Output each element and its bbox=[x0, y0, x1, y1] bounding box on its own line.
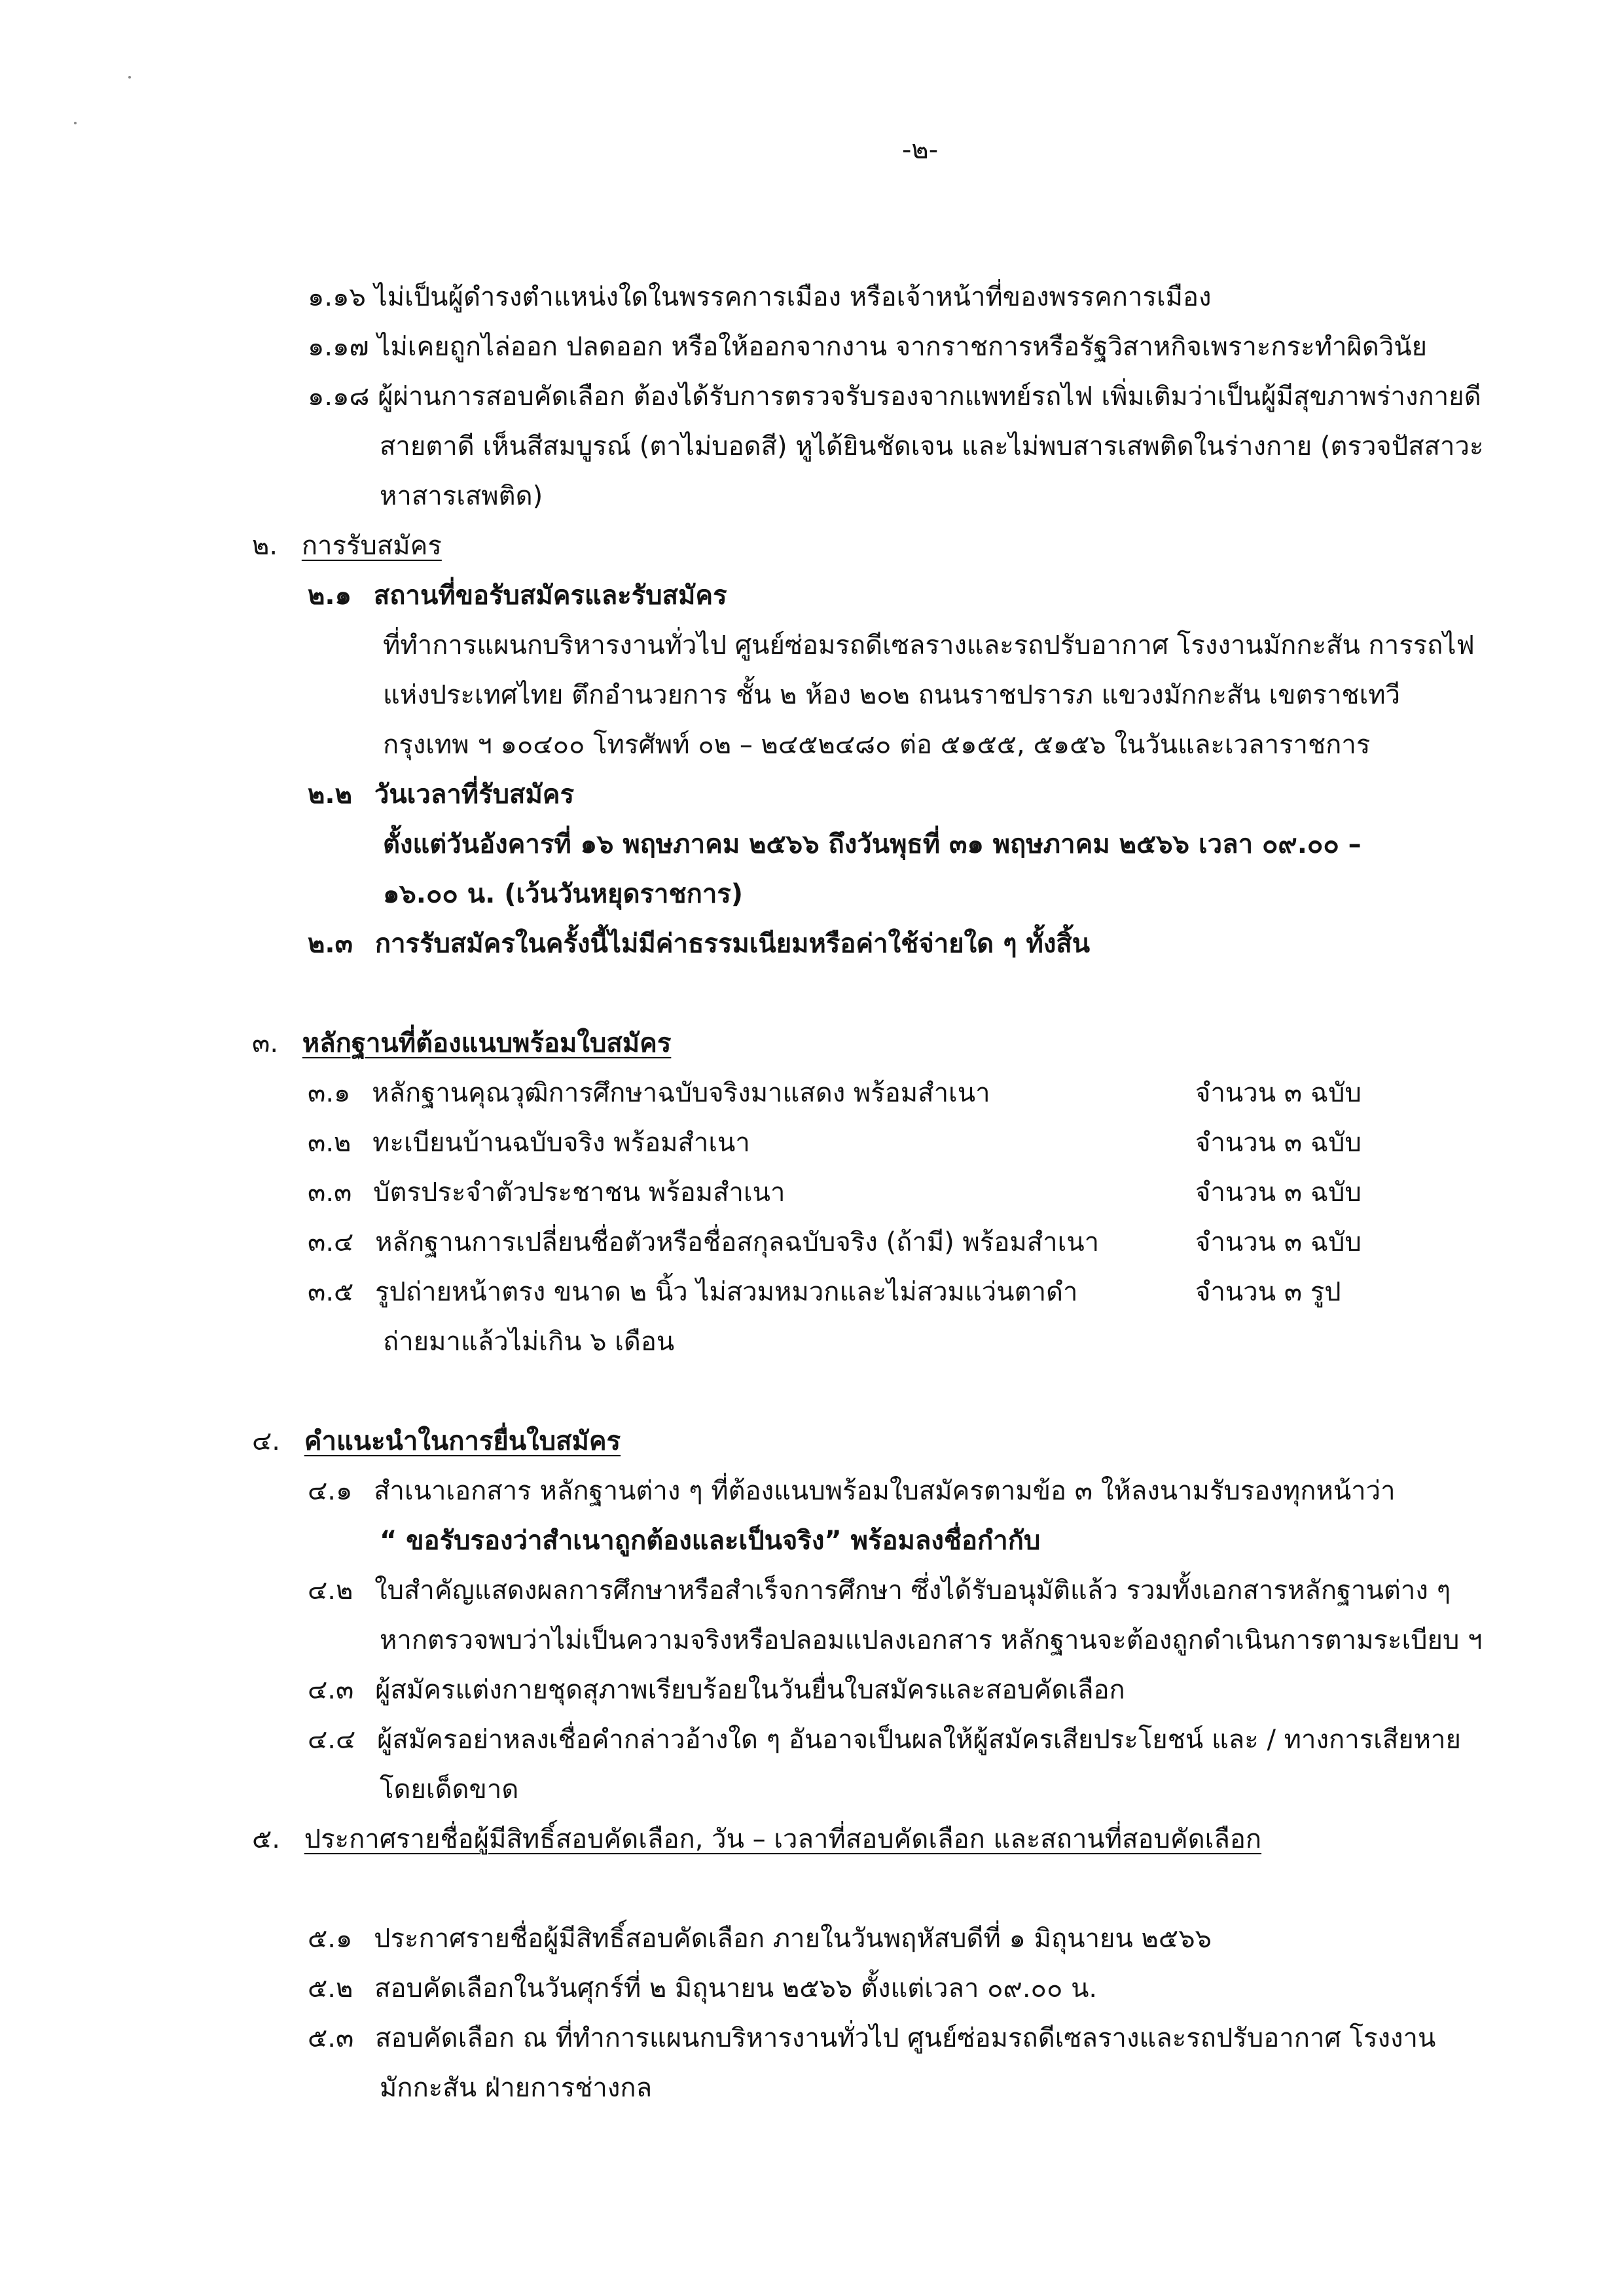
item-4-1: ๔.๑ สำเนาเอกสาร หลักฐานต่าง ๆ ที่ต้องแนบพร้อมใบสมัครตามข้อ ๓ ให้ลงนามรับรองทุกหน้าว่า bbox=[308, 1476, 1396, 1506]
section-5-heading: ๕. ประกาศรายชื่อผู้มีสิทธิ์สอบคัดเลือก, วัน – เวลาที่สอบคัดเลือก และสถานที่สอบคัดเลือก bbox=[252, 1824, 1262, 1854]
item-4-4-line2: โดยเด็ดขาด bbox=[380, 1774, 519, 1805]
section-3-heading: ๓. หลักฐานที่ต้องแนบพร้อมใบสมัคร bbox=[252, 1028, 672, 1058]
item-5-3-line2: มักกะสัน ฝ่ายการช่างกล bbox=[380, 2073, 653, 2103]
item-3-5: ๓.๕ รูปถ่ายหน้าตรง ขนาด ๒ นิ้ว ไม่สวมหมวกและไม่สวมแว่นตาดำ bbox=[308, 1277, 1078, 1307]
item-5-1: ๕.๑ ประกาศรายชื่อผู้มีสิทธิ์สอบคัดเลือก ภายในวันพฤหัสบดีที่ ๑ มิถุนายน ๒๕๖๖ bbox=[308, 1924, 1212, 1954]
item-3-2: ๓.๒ ทะเบียนบ้านฉบับจริง พร้อมสำเนา bbox=[308, 1128, 750, 1158]
item-3-3: ๓.๓ บัตรประจำตัวประชาชน พร้อมสำเนา bbox=[308, 1178, 785, 1208]
item-4-3: ๔.๓ ผู้สมัครแต่งกายชุดสุภาพเรียบร้อยในวันยื่นใบสมัครและสอบคัดเลือก bbox=[308, 1675, 1125, 1705]
item-4-2-line2: หากตรวจพบว่าไม่เป็นความจริงหรือปลอมแปลงเอกสาร หลักฐานจะต้องถูกดำเนินการตามระเบียบ ฯ bbox=[380, 1625, 1483, 1655]
item-4-2: ๔.๒ ใบสำคัญแสดงผลการศึกษาหรือสำเร็จการศึกษา ซึ่งได้รับอนุมัติแล้ว รวมทั้งเอกสารหลักฐานต่าง ๆ bbox=[308, 1575, 1451, 1606]
item-3-5-line2: ถ่ายมาแล้วไม่เกิน ๖ เดือน bbox=[383, 1327, 675, 1357]
item-5-2: ๕.๒ สอบคัดเลือกในวันศุกร์ที่ ๒ มิถุนายน ๒๕๖๖ ตั้งแต่เวลา ๐๙.๐๐ น. bbox=[308, 1973, 1098, 2004]
item-4-1-line2: “ ขอรับรองว่าสำเนาถูกต้องและเป็นจริง” พร้อมลงชื่อกำกับ bbox=[380, 1526, 1041, 1556]
item-3-4-qty: จำนวน ๓ ฉบับ bbox=[1195, 1227, 1362, 1257]
item-2-1-title: ๒.๑ สถานที่ขอรับสมัครและรับสมัคร bbox=[308, 581, 727, 611]
page-number: -๒- bbox=[902, 135, 939, 165]
item-1-17: ๑.๑๗ ไม่เคยถูกไล่ออก ปลดออก หรือให้ออกจากงาน จากราชการหรือรัฐวิสาหกิจเพราะกระทำผิดวินัย bbox=[308, 332, 1428, 362]
item-4-4: ๔.๔ ผู้สมัครอย่าหลงเชื่อคำกล่าวอ้างใด ๆ อันอาจเป็นผลให้ผู้สมัครเสียประโยชน์ และ / ทางการเสียหาย bbox=[308, 1725, 1461, 1755]
item-2-2-line1: ตั้งแต่วันอังคารที่ ๑๖ พฤษภาคม ๒๕๖๖ ถึงวันพุธที่ ๓๑ พฤษภาคม ๒๕๖๖ เวลา ๐๙.๐๐ – bbox=[383, 829, 1362, 859]
item-2-1-line2: แห่งประเทศไทย ตึกอำนวยการ ชั้น ๒ ห้อง ๒๐๒ ถนนราชปรารภ แขวงมักกะสัน เขตราชเทวี bbox=[383, 680, 1401, 710]
item-2-2-title: ๒.๒ วันเวลาที่รับสมัคร bbox=[308, 780, 575, 810]
item-3-1-qty: จำนวน ๓ ฉบับ bbox=[1195, 1078, 1362, 1108]
item-3-4: ๓.๔ หลักฐานการเปลี่ยนชื่อตัวหรือชื่อสกุลฉบับจริง (ถ้ามี) พร้อมสำเนา bbox=[308, 1227, 1100, 1257]
item-3-3-qty: จำนวน ๓ ฉบับ bbox=[1195, 1178, 1362, 1208]
section-3-title: หลักฐานที่ต้องแนบพร้อมใบสมัคร bbox=[302, 1028, 672, 1058]
item-3-1: ๓.๑ หลักฐานคุณวุฒิการศึกษาฉบับจริงมาแสดง พร้อมสำเนา bbox=[308, 1078, 990, 1108]
section-2-heading: ๒. การรับสมัคร bbox=[252, 531, 442, 561]
item-2-1-line3: กรุงเทพ ฯ ๑๐๔๐๐ โทรศัพท์ ๐๒ – ๒๔๕๒๔๘๐ ต่อ ๕๑๕๕, ๕๑๕๖ ในวันและเวลาราชการ bbox=[383, 730, 1371, 760]
scan-speck bbox=[74, 122, 77, 124]
section-4-heading: ๔. คำแนะนำในการยื่นใบสมัคร bbox=[252, 1426, 621, 1456]
item-2-2-line2: ๑๖.๐๐ น. (เว้นวันหยุดราชการ) bbox=[383, 879, 744, 909]
item-3-2-qty: จำนวน ๓ ฉบับ bbox=[1195, 1128, 1362, 1158]
item-3-5-qty: จำนวน ๓ รูป bbox=[1195, 1277, 1341, 1307]
item-1-18-line3: หาสารเสพติด) bbox=[380, 481, 543, 511]
section-4-title: คำแนะนำในการยื่นใบสมัคร bbox=[304, 1426, 621, 1456]
item-1-18: ๑.๑๘ ผู้ผ่านการสอบคัดเลือก ต้องได้รับการตรวจรับรองจากแพทย์รถไฟ เพิ่มเติมว่าเป็นผู้มีสุขภาพร่างกายดี bbox=[308, 382, 1481, 412]
section-2-title: การรับสมัคร bbox=[301, 531, 442, 561]
item-2-3: ๒.๓ การรับสมัครในครั้งนี้ไม่มีค่าธรรมเนียมหรือค่าใช้จ่ายใด ๆ ทั้งสิ้น bbox=[308, 929, 1091, 959]
item-5-3: ๕.๓ สอบคัดเลือก ณ ที่ทำการแผนกบริหารงานทั่วไป ศูนย์ซ่อมรถดีเซลรางและรถปรับอากาศ โรงงาน bbox=[308, 2023, 1436, 2053]
item-1-18-line2: สายตาดี เห็นสีสมบูรณ์ (ตาไม่บอดสี) หูได้ยินชัดเจน และไม่พบสารเสพติดในร่างกาย (ตรวจปัสสาวะ bbox=[380, 431, 1484, 461]
section-5-title: ประกาศรายชื่อผู้มีสิทธิ์สอบคัดเลือก, วัน – เวลาที่สอบคัดเลือก และสถานที่สอบคัดเลือก bbox=[304, 1824, 1262, 1854]
item-1-16: ๑.๑๖ ไม่เป็นผู้ดำรงตำแหน่งใดในพรรคการเมือง หรือเจ้าหน้าที่ของพรรคการเมือง bbox=[308, 282, 1212, 312]
item-2-1-line1: ที่ทำการแผนกบริหารงานทั่วไป ศูนย์ซ่อมรถดีเซลรางและรถปรับอากาศ โรงงานมักกะสัน การรถไฟ bbox=[383, 630, 1475, 660]
scan-speck bbox=[128, 76, 131, 79]
